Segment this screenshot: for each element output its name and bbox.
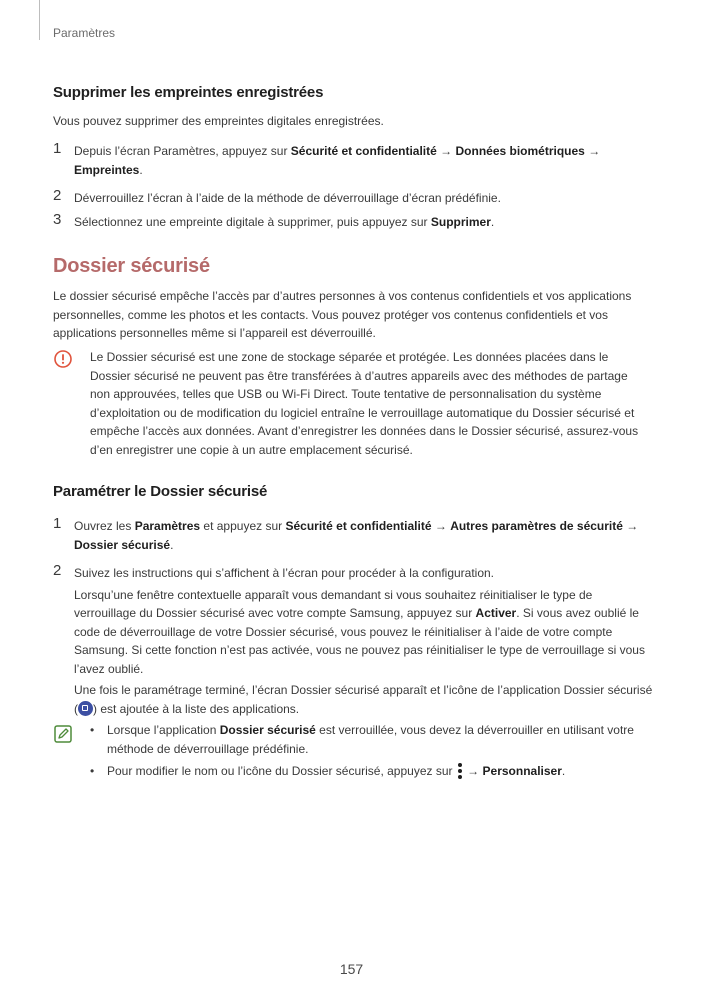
header-section-title: Paramètres [53, 26, 116, 40]
step-text: Depuis l’écran Paramètres, appuyez sur [74, 144, 291, 158]
paragraph-text: ) est ajoutée à la liste des applications. [93, 701, 300, 716]
menu-path-security: Sécurité et confidentialité [290, 144, 437, 158]
step-number: 2 [53, 187, 62, 204]
tip-icon [54, 725, 72, 743]
app-name-secure-folder: Dossier sécurisé [219, 723, 316, 737]
step-text: Suivez les instructions qui s’affichent à l’écran pour procéder à la configuration. [74, 566, 495, 580]
secure-folder-intro: Le dossier sécurisé empêche l’accès par d’autres personnes à vos contenus confidentiels et vos applications personnelles, comme les photos et les contacts. Vous pouvez protéger vos contenus confidentiels et vos applications personnelles même si l’appareil est déverrouillé. [53, 289, 632, 340]
tip-bullet-2 [90, 762, 655, 781]
arrow-text: → [431, 519, 451, 533]
page-number: 157 [339, 961, 364, 977]
arrow-text: → [622, 519, 639, 533]
secure-folder-app-icon [78, 701, 93, 716]
step-number: 1 [53, 515, 62, 532]
delete-step-1 [53, 142, 653, 179]
step-text: Sélectionnez une empreinte digitale à supprimer, puis appuyez sur [74, 215, 431, 229]
setup-secure-folder-heading: Paramétrer le Dossier sécurisé [53, 483, 268, 500]
menu-path-settings: Paramètres [134, 519, 201, 533]
delete-fingerprints-heading: Supprimer les empreintes enregistrées [53, 84, 324, 101]
step-text: . [170, 537, 174, 552]
tip-text: Pour modifier le nom ou l’icône du Dossier sécurisé, appuyez sur [107, 764, 456, 778]
setup-step-2 [53, 564, 653, 718]
menu-path-customize: Personnaliser [482, 764, 562, 778]
menu-path-security: Sécurité et confidentialité [285, 519, 432, 533]
step-number: 2 [53, 562, 62, 579]
delete-step-3 [53, 213, 653, 232]
arrow-text: → [584, 144, 601, 158]
step-text: Déverrouillez l’écran à l’aide de la méthode de déverrouillage d’écran prédéfinie. [74, 191, 501, 205]
step-text: . [490, 215, 495, 229]
menu-path-biometrics: Données biométriques [455, 144, 585, 158]
delete-intro-text: Vous pouvez supprimer des empreintes digitales enregistrées. [53, 114, 384, 128]
secure-folder-heading: Dossier sécurisé [53, 255, 210, 277]
menu-path-fingerprints: Empreintes [74, 162, 140, 177]
delete-step-2 [53, 189, 653, 208]
tip-text: . [561, 764, 566, 778]
bullet-dot: • [90, 723, 95, 737]
step-text: et appuyez sur [200, 519, 286, 533]
setup-step-1 [53, 517, 653, 554]
menu-path-delete: Supprimer [430, 215, 491, 229]
bullet-dot: • [90, 764, 95, 778]
paragraph-text: . Si vous avez oublié le code de déverrouillage de votre Dossier sécurisé, vous pouvez le réinitialiser à l’aide de votre compte Samsung. Si cette fonction n’est pas activée, vous ne pouvez pas réinitialiser le type de verrouillage si vous l’avez oublié. [74, 606, 645, 676]
setup-complete-paragraph [74, 681, 653, 718]
more-options-icon [457, 763, 463, 779]
reset-lock-paragraph [74, 586, 653, 679]
step-text: Ouvrez les [74, 519, 135, 533]
menu-path-secure-folder: Dossier sécurisé [74, 537, 171, 552]
arrow-text: → [436, 144, 456, 158]
paragraph-text: Une fois le paramétrage terminé, l’écran Dossier sécurisé apparaît et l’icône de l’application Dossier sécurisé ( [74, 683, 653, 716]
menu-path-other-security: Autres paramètres de sécurité [450, 519, 623, 533]
tip-bullet-1 [90, 721, 655, 758]
warning-icon [54, 350, 72, 368]
tip-text: est verrouillée, vous devez la déverrouiller en utilisant votre méthode de déverrouillage prédéfinie. [107, 723, 634, 756]
step-number: 1 [53, 140, 62, 157]
step-number: 3 [53, 211, 62, 228]
menu-path-activate: Activer [475, 606, 517, 620]
tip-text: Lorsque l’application [107, 723, 220, 737]
arrow-text: → [463, 764, 483, 778]
step-text: . [139, 162, 143, 177]
paragraph-text: Lorsqu’une fenêtre contextuelle apparaît vous demandant si vous souhaitez réinitialiser le type de verrouillage du Dossier sécurisé avec votre compte Samsung, appuyez sur [74, 587, 593, 620]
warning-note-text: Le Dossier sécurisé est une zone de stockage séparée et protégée. Les données placées dans le Dossier sécurisé ne peuvent pas être transférées à d’autres appareils avec des méthodes de partage non approuvées, telles que USB ou Wi-Fi Direct. Toute tentative de personnalisation du système d’exploitation ou de modification du logiciel entraîne le verrouillage automatique du Dossier sécurisé et empêche l’accès aux données. Avant d’enregistrer les données dans le Dossier sécurisé, assurez-vous d’en enregistrer une copie à un autre emplacement sécurisé. [90, 350, 639, 457]
header-divider [39, 0, 40, 40]
